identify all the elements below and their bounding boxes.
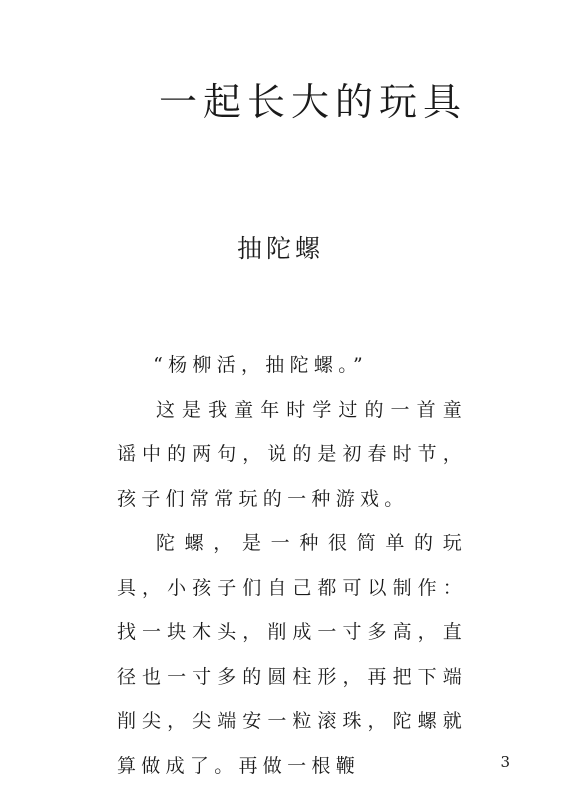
- body-text: [117, 343, 467, 788]
- page-number: 3: [500, 753, 510, 771]
- paragraph: 这是我童年时学过的一首童谣中的两句，说的是初春时节，孩子们常常玩的一种游戏。: [117, 398, 467, 510]
- paragraph-quote: “杨柳活，抽陀螺。”: [153, 354, 369, 376]
- chapter-title: 一起长大的玩具: [158, 80, 467, 124]
- section-title: 抽陀螺: [236, 234, 324, 263]
- paragraph: 陀螺，是一种很简单的玩具，小孩子们自己都可以制作：找一块木头，削成一寸多高，直径也一寸多的圆柱形，再把下端削尖，尖端安一粒滚珠，陀螺就算做成了。再做一根鞭: [117, 532, 467, 777]
